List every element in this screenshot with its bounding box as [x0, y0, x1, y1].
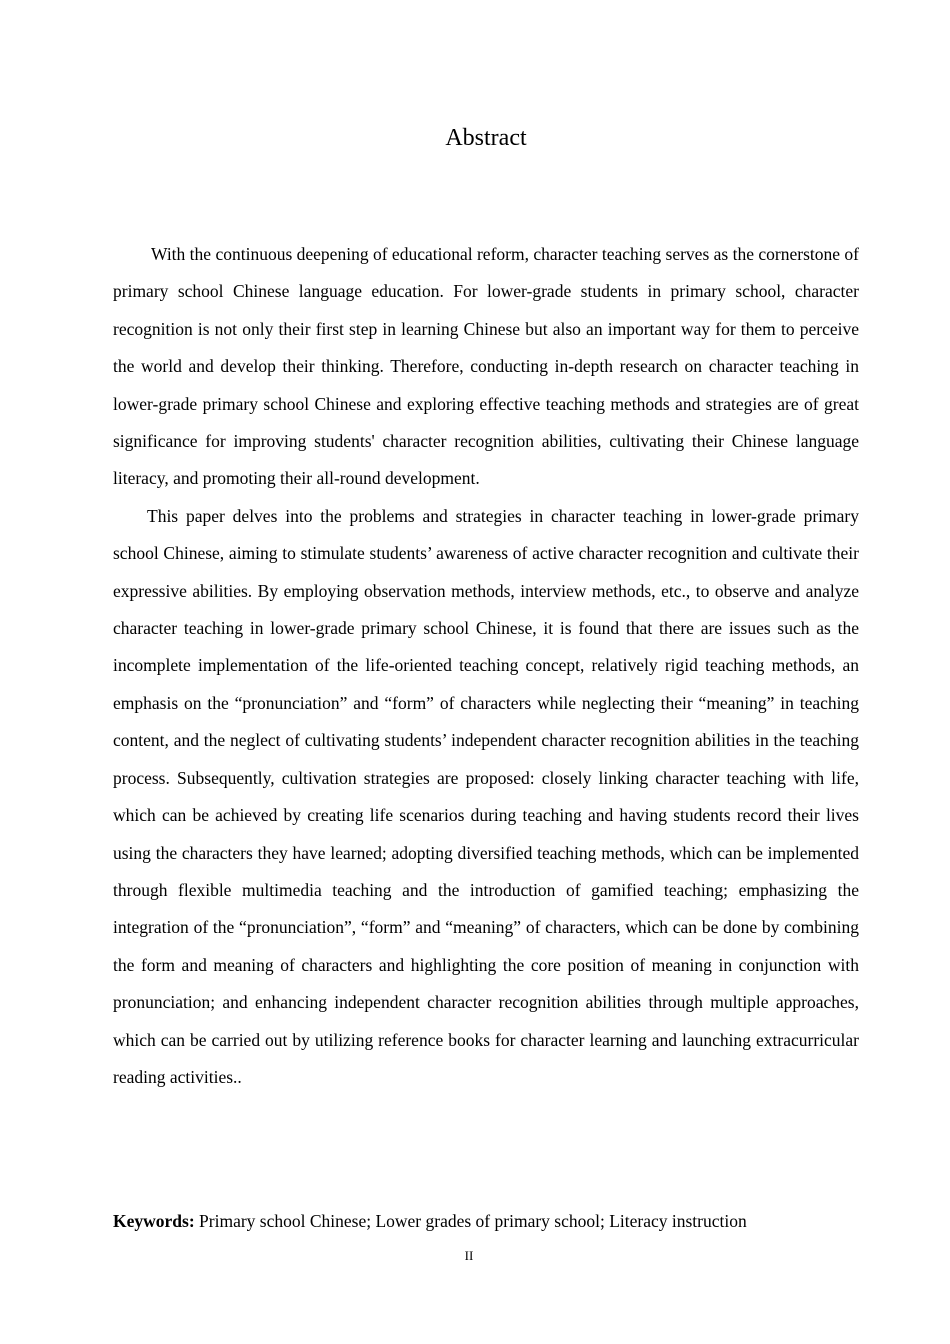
abstract-title: Abstract: [445, 125, 527, 151]
keywords-text: Primary school Chinese; Lower grades of primary school; Literacy instruction: [194, 1211, 747, 1231]
abstract-paragraph-2: This paper delves into the problems and strategies in character teaching in lower-grade primary school Chinese, aiming to stimulate students’ awareness of active character recognition and cultivate their expressive abilities. By employing observation methods, interview methods, etc., to observe and analyze character teaching in lower-grade primary school Chinese, it is found that there are issues such as the incomplete implementation of the life-oriented teaching concept, relatively rigid teaching methods, an emphasis on the “pronunciation” and “form” of characters while neglecting their “meaning” in teaching content, and the neglect of cultivating students’ independent character recognition abilities in the teaching process. Subsequently, cultivation strategies are proposed: closely linking character teaching with life, which can be achieved by creating life scenarios during teaching and having students record their lives using the characters they have learned; adopting diversified teaching methods, which can be implemented through flexible multimedia teaching and the introduction of gamified teaching; emphasizing the integration of the “pronunciation”, “form” and “meaning” of characters, which can be done by combining the form and meaning of characters and highlighting the core position of meaning in conjunction with pronunciation; and enhancing independent character recognition abilities through multiple approaches, which can be carried out by utilizing reference books for character learning and launching extracurricular reading activities..: [113, 505, 859, 1087]
keywords-label: Keywords:: [113, 1211, 195, 1231]
keywords-line: [113, 1206, 873, 1236]
abstract-paragraph-1: With the continuous deepening of educational reform, character teaching serves as the cornerstone of primary school Chinese language education. For lower-grade students in primary school, character recognition is not only their first step in learning Chinese but also an important way for them to perceive the world and develop their thinking. Therefore, conducting in-depth research on character teaching in lower-grade primary school Chinese and exploring effective teaching methods and strategies are of great significance for improving students' character recognition abilities, cultivating their Chinese language literacy, and promoting their all-round development.: [113, 244, 859, 489]
page-number: II: [464, 1248, 474, 1263]
abstract-body: [113, 236, 859, 1096]
